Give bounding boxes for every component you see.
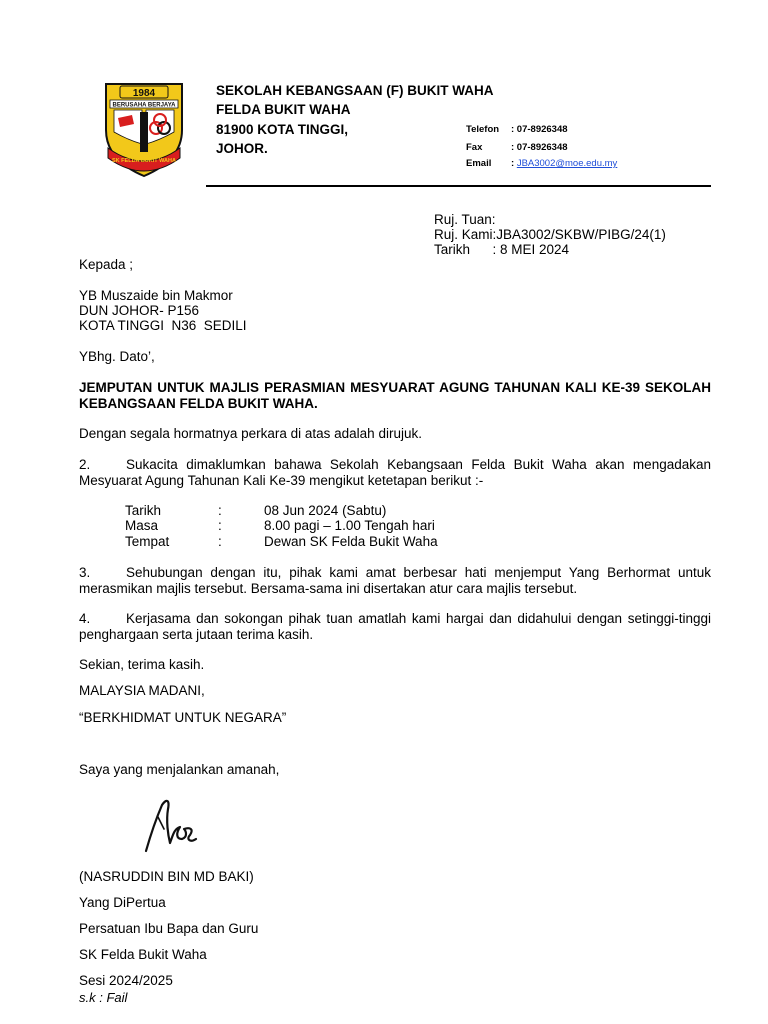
header-divider bbox=[206, 185, 711, 187]
detail-sep: : bbox=[218, 518, 222, 533]
paragraph-4-text: Kerjasama dan sokongan pihak tuan amatlah kami hargai dan didahului dengan setinggi-tinggi penghargaan serta jutaan terima kasih. bbox=[79, 611, 711, 642]
telefon-value: : 07-8926348 bbox=[511, 124, 568, 135]
signatory-name: (NASRUDDIN BIN MD BAKI) bbox=[79, 869, 254, 884]
school-area: FELDA BUKIT WAHA bbox=[216, 102, 351, 117]
kepada: Kepada ; bbox=[79, 257, 134, 272]
email-link[interactable]: JBA3002@moe.edu.my bbox=[516, 158, 618, 169]
school-crest-logo bbox=[100, 78, 188, 180]
detail-value: 8.00 pagi – 1.00 Tengah hari bbox=[264, 518, 435, 533]
ruj-tuan: Ruj. Tuan: bbox=[434, 212, 496, 227]
crest-ribbon: SK FELDA BUKIT WAHA bbox=[112, 158, 176, 164]
email-label: Email bbox=[466, 158, 492, 169]
fax-label: Fax bbox=[466, 142, 483, 153]
detail-label: Tarikh bbox=[125, 503, 162, 518]
recipient-name: YB Muszaide bin Makmor bbox=[79, 288, 233, 303]
closing-amanah: Saya yang menjalankan amanah, bbox=[79, 762, 280, 777]
paragraph-2-text: Sukacita dimaklumkan bahawa Sekolah Kebangsaan Felda Bukit Waha akan mengadakan Mesyuarat Agung Tahunan Kali Ke-39 mengikut ketetapan berikut :- bbox=[79, 457, 711, 488]
school-state: JOHOR. bbox=[216, 141, 268, 156]
detail-sep: : bbox=[218, 534, 222, 549]
paragraph-4 bbox=[79, 611, 711, 642]
ruj-kami: Ruj. Kami:JBA3002/SKBW/PIBG/24(1) bbox=[434, 227, 666, 242]
slogan-berkhidmat: “BERKHIDMAT UNTUK NEGARA” bbox=[79, 710, 287, 725]
school-postcode: 81900 KOTA TINGGI, bbox=[216, 122, 349, 137]
detail-value: 08 Jun 2024 (Sabtu) bbox=[264, 503, 387, 518]
paragraph-3-number: 3. bbox=[79, 565, 91, 580]
closing-thanks: Sekian, terima kasih. bbox=[79, 657, 205, 672]
signatory-session: Sesi 2024/2025 bbox=[79, 973, 173, 988]
recipient-line-3: KOTA TINGGI N36 SEDILI bbox=[79, 318, 247, 333]
signature-image bbox=[140, 795, 202, 855]
detail-label: Masa bbox=[125, 518, 159, 533]
recipient-line-2: DUN JOHOR- P156 bbox=[79, 303, 200, 318]
paragraph-3-text: Sehubungan dengan itu, pihak kami amat berbesar hati menjemput Yang Berhormat untuk merasmikan majlis tersebut. Bersama-sama ini disertakan atur cara majlis tersebut. bbox=[79, 565, 711, 596]
crest-motto: BERUSAHA BERJAYA bbox=[112, 102, 176, 109]
fax-line bbox=[466, 142, 568, 153]
sk-note: s.k : Fail bbox=[79, 990, 128, 1005]
signatory-title: Yang DiPertua bbox=[79, 895, 166, 910]
paragraph-2 bbox=[79, 457, 711, 488]
detail-value: Dewan SK Felda Bukit Waha bbox=[264, 534, 438, 549]
telefon-label: Telefon bbox=[466, 124, 500, 135]
signatory-school: SK Felda Bukit Waha bbox=[79, 947, 207, 962]
telefon-line bbox=[466, 124, 568, 135]
email-line bbox=[466, 158, 617, 169]
school-name: SEKOLAH KEBANGSAAN (F) BUKIT WAHA bbox=[216, 83, 494, 98]
subject-heading: JEMPUTAN UNTUK MAJLIS PERASMIAN MESYUARAT AGUNG TAHUNAN KALI KE-39 SEKOLAH KEBANGSAAN FELDA BUKIT WAHA. bbox=[79, 380, 711, 411]
paragraph-4-number: 4. bbox=[79, 611, 91, 626]
salutation: YBhg. Dato’, bbox=[79, 349, 155, 364]
detail-sep: : bbox=[218, 503, 222, 518]
paragraph-2-number: 2. bbox=[79, 457, 91, 472]
fax-value: : 07-8926348 bbox=[511, 142, 568, 153]
email-prefix: : bbox=[511, 158, 517, 169]
crest-year: 1984 bbox=[132, 88, 156, 99]
paragraph-3 bbox=[79, 565, 711, 596]
detail-label: Tempat bbox=[125, 534, 170, 549]
signatory-org: Persatuan Ibu Bapa dan Guru bbox=[79, 921, 259, 936]
slogan-malaysia-madani: MALAYSIA MADANI, bbox=[79, 683, 205, 698]
intro-paragraph: Dengan segala hormatnya perkara di atas adalah dirujuk. bbox=[79, 426, 422, 441]
tarikh-surat: Tarikh : 8 MEI 2024 bbox=[434, 242, 570, 257]
